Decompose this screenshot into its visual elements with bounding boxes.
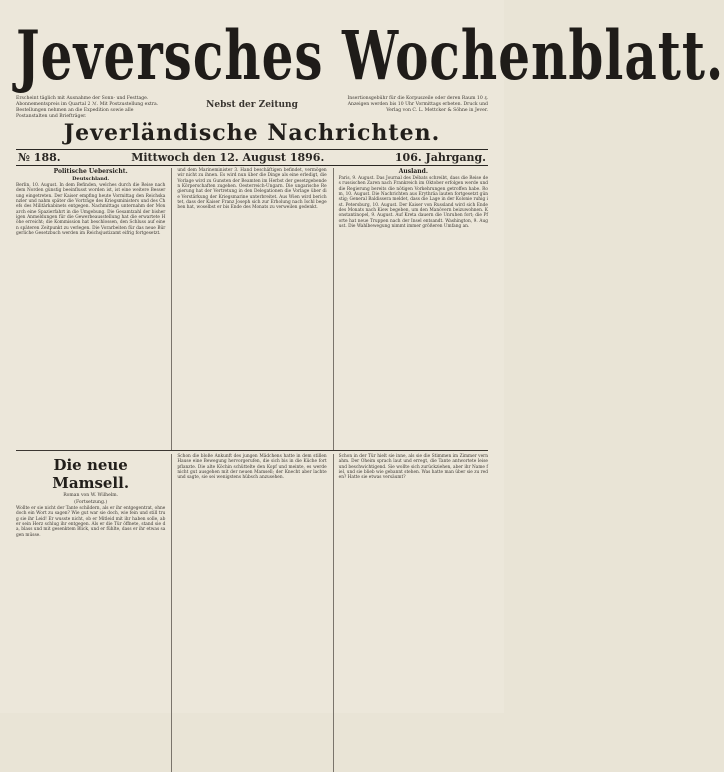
volume-number: 106. Jahrgang. xyxy=(394,151,486,164)
column-politics xyxy=(16,168,165,450)
article-text: Berlin, 10. August. In dem Befinden, welches durch die Reise nach dem Norden günstig beeinflusst worden ist, ist eine weitere Besserung eingetreten. Der Kaiser empfing heute Vormittag den Reichskanzler und nahm später die Vorträge des Kriegsministers und des Chefs des Militärkabinets entgegen. Nachmittags unternahm der Monarch eine Spazierfahrt in die Umgebung. Die Gesamtzahl der bisherigen Anmeldungen für die Gewerbeausstellung hat die erwartete Höhe erreicht; die Kommission hat beschlossen, den Schluss auf einen späteren Zeitpunkt zu verlegen. Die Vorarbeiten für das neue Bürgerliche Gesetzbuch werden im Reichsjustizamt eifrig fortgesetzt. xyxy=(16,183,166,237)
column-abroad xyxy=(333,168,488,450)
column-middle xyxy=(171,168,326,450)
article-text: und dem Marineminister 3. Hand beschäftigen befindet, vermögen wir nicht zu ihnen. Es wird nun über die Dinge als eine erledigt, die Vorlage wird zu Gunsten der Beamten im Herbst der gesetzgebenden Körperschaften zugehen. Oesterreich-Ungarn. Die ungarische Regierung hat der Vertretung in den Delegationen die Vorlage über die Verstärkung der Kriegsmarine unterbreitet. Aus Wien wird berichtet, dass der Kaiser Franz Joseph sich zur Erholung nach Ischl begeben hat, woselbst er bis Ende des Monats zu verweilen gedenkt. xyxy=(177,168,327,211)
feuilleton-column-3 xyxy=(333,454,488,772)
feuilleton-text: Schon in der Tür hielt sie inne, als sie die Stimmen im Zimmer vernahm. Der Oheim sprach laut und erregt, die Tante antwortete leise und beschwichtigend. Sie wollte sich zurückziehen, aber ihr Name fiel, und sie blieb wie gebannt stehen. Was hatte man über sie zu reden? Hatte sie etwas versäumt? xyxy=(338,454,488,481)
issue-date: Mittwoch den 12. August 1896. xyxy=(131,151,325,164)
feuilleton-columns xyxy=(16,454,488,772)
dateline xyxy=(16,149,488,166)
banner-title: Jeverländische Nachrichten. xyxy=(63,120,441,146)
news-columns xyxy=(16,168,488,451)
feuilleton-text: Schon die bloße Ankunft des jungen Mädchens hatte in dem stillen Hause eine Bewegung hervorgerufen, die sich bis in die Küche fortpflanzte. Die alte Köchin schüttelte den Kopf und meinte, es werde nicht gut ausgehen mit der neuen Mamsell; der Knecht aber lachte und sagte, sie sei wenigstens hübsch anzusehen. xyxy=(177,454,327,481)
feuilleton-author: Roman von W. Wilhelm. xyxy=(63,493,119,498)
section-heading-abroad: Ausland. xyxy=(398,168,428,175)
issue-number: № 188. xyxy=(18,151,61,164)
subhead xyxy=(16,96,488,118)
advertising-info: Insertionsgebühr für die Korpuszeile oder deren Raum 10 ₰. Anzeigen werden bis 10 Uhr Vormittags erbeten. Druck und Verlag von C. L. Mettcker & Söhne in Jever. xyxy=(347,96,488,113)
section-heading-politics: Politische Uebersicht. xyxy=(53,168,128,175)
feuilleton-column-2 xyxy=(171,454,326,772)
supplement-note: Nebst der Zeitung xyxy=(206,100,298,110)
feuilleton-text: Wollte er sie nicht der Tante schildern, als er ihr entgegentrat, ohne doch ein Wort zu sagen? Wie gut war sie doch, wie fein und still trug sie ihr Leid! Er wusste nicht, ob er Mitleid mit ihr haben solle, aber sein Herz schlug ihr entgegen. Als er die Tür öffnete, stand sie da, blass und mit gesenktem Blick, und er fühlte, dass er ihr etwas sagen müsse. xyxy=(16,506,166,538)
subscription-info: Erscheint täglich mit Ausnahme der Sonn- und Festtage. Abonnementspreis im Quartal 2 ℳ. Mit Postzustellung extra. Bestellungen nehmen an die Expedition sowie alle Postanstalten und Briefträger. xyxy=(16,96,159,119)
feuilleton-continuation: (Fortsetzung.) xyxy=(74,500,108,505)
feuilleton-title: Die neue Mamsell. xyxy=(52,456,130,492)
masthead-title: Jeversches Wochenblatt. xyxy=(16,15,724,96)
section-subheading-germany: Deutschland. xyxy=(72,176,110,182)
article-text: Paris, 9. August. Das Journal des Débats schreibt, dass die Reise des russischen Zaren nach Frankreich im Oktober erfolgen werde und die Regierung bereits die nötigen Vorkehrungen getroffen habe. Rom, 10. August. Die Nachrichten aus Erythräa lauten fortgesetzt günstig; General Baldissera meldet, dass die Lage in der Kolonie ruhig ist. Petersburg, 10. August. Der Kaiser von Russland wird sich Ende des Monats nach Kiew begeben, um den Manövern beizuwohnen. Konstantinopel, 9. August. Auf Kreta dauern die Unruhen fort; die Pforte hat neue Truppen nach der Insel entsandt. Washington, 9. August. Die Wahlbewegung nimmt immer größeren Umfang an. xyxy=(338,176,488,230)
feuilleton-column-1 xyxy=(16,454,165,772)
